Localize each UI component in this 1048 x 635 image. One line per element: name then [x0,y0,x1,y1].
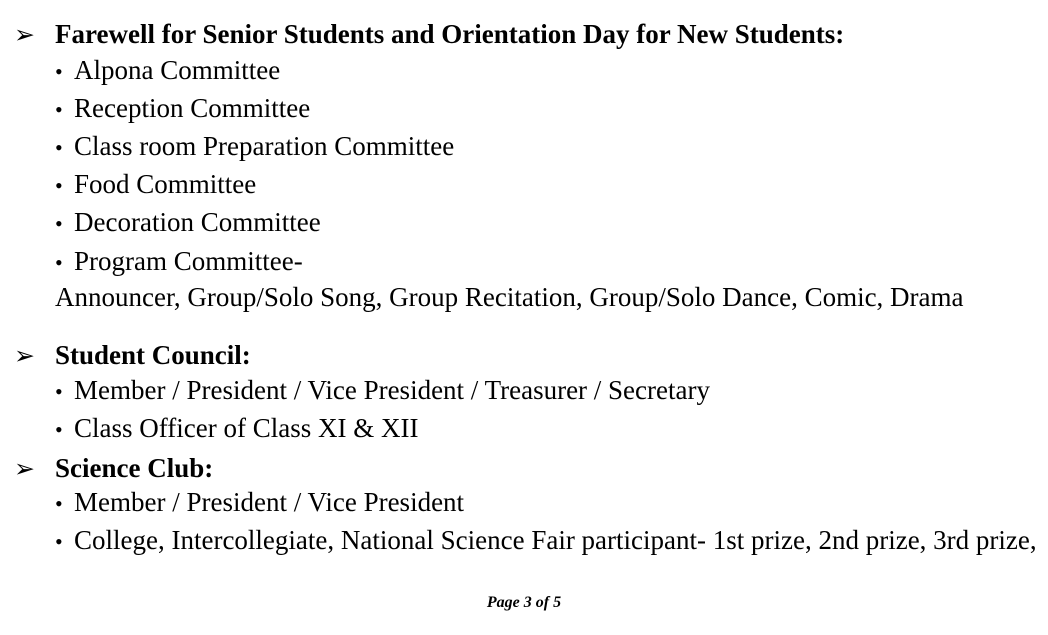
list-item-text: Program Committee- [74,246,303,276]
program-committee-details: Announcer, Group/Solo Song, Group Recitation, Group/Solo Dance, Comic, Drama [55,282,964,312]
list-item [55,486,464,520]
page-number-footer: Page 3 of 5 [486,594,562,611]
section-heading-science-club [14,452,213,486]
bullet-icon: • [55,417,63,442]
arrow-bullet-icon: ➢ [14,343,35,370]
list-item-text: Class room Preparation Committee [74,131,455,161]
list-item [55,168,256,202]
bullet-icon: • [55,173,63,198]
section-heading-farewell [14,18,844,52]
bullet-icon: • [55,135,63,160]
section-heading-text: Farewell for Senior Students and Orientation Day for New Students: [55,19,845,49]
list-item-text: Member / President / Vice President [74,487,465,517]
arrow-bullet-icon: ➢ [14,456,35,483]
list-item [55,524,1037,558]
section-heading-text: Science Club: [55,453,214,483]
bullet-icon: • [55,529,63,554]
section-heading-text: Student Council: [55,340,251,370]
bullet-icon: • [55,491,63,516]
list-item [55,374,710,408]
list-item-text: Reception Committee [74,93,311,123]
section-heading-student-council [14,339,251,373]
bullet-icon: • [55,250,63,275]
list-item-text: College, Intercollegiate, National Science Fair participant- 1st prize, 2nd prize, 3rd prize, [74,525,1037,555]
list-item [55,130,454,164]
list-item-text: Class Officer of Class XI & XII [74,413,419,443]
list-item-text: Food Committee [74,169,257,199]
list-item [55,206,321,240]
bullet-icon: • [55,211,63,236]
list-item-text: Alpona Committee [74,55,281,85]
list-item [55,245,303,279]
bullet-icon: • [55,379,63,404]
arrow-bullet-icon: ➢ [14,22,35,49]
list-item-text: Member / President / Vice President / Treasurer / Secretary [74,375,710,405]
bullet-icon: • [55,59,63,84]
list-item [55,412,418,446]
bullet-icon: • [55,97,63,122]
list-item-text: Decoration Committee [74,207,321,237]
list-item [55,54,280,88]
list-item [55,92,310,126]
